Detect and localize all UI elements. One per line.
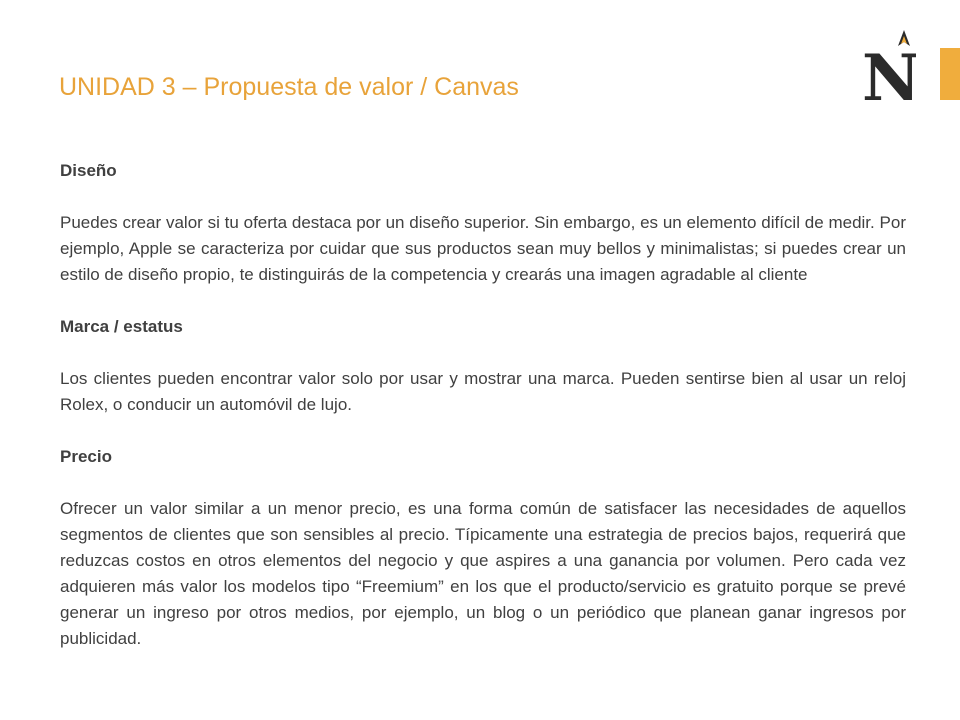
content-body <box>60 158 906 678</box>
section-heading-marca: Marca / estatus <box>60 317 183 336</box>
section-body-marca: Los clientes pueden encontrar valor solo por usar y mostrar una marca. Pueden sentirse bien al usar un reloj Rolex, o conducir un automóvil de lujo. <box>60 369 906 414</box>
section-body-diseno: Puedes crear valor si tu oferta destaca por un diseño superior. Sin embargo, es un elemento difícil de medir. Por ejemplo, Apple se caracteriza por cuidar que sus productos sean muy bellos y minimalistas; si puedes crear un estilo de diseño propio, te distinguirás de la competencia y crearás una imagen agradable al cliente <box>60 213 906 284</box>
page-title: UNIDAD 3 – Propuesta de valor / Canvas <box>59 73 519 101</box>
svg-text:N: N <box>862 41 916 104</box>
section-heading-diseno: Diseño <box>60 161 117 180</box>
section-heading-precio: Precio <box>60 447 112 466</box>
accent-bar <box>940 48 960 100</box>
university-n-logo-icon <box>860 28 916 104</box>
section-body-precio: Ofrecer un valor similar a un menor precio, es una forma común de satisfacer las necesidades de aquellos segmentos de clientes que son sensibles al precio. Típicamente una estrategia de precios bajos, requerirá que reduzcas costos en otros elementos del negocio y que aspires a una ganancia por volumen. Pero cada vez adquieren más valor los modelos tipo “Freemium” en los que el producto/servicio es gratuito porque se prevé generar un ingreso por otros medios, por ejemplo, un blog o un periódico que planean ganar ingresos por publicidad. <box>60 499 906 648</box>
